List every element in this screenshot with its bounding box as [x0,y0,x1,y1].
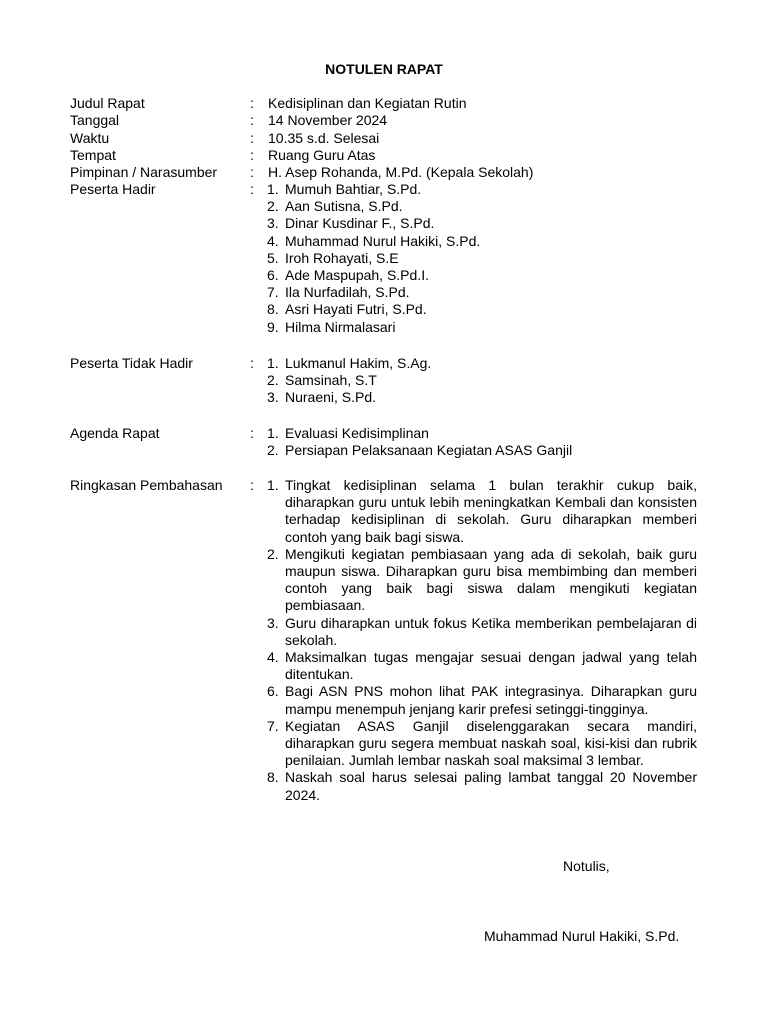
list-item [267,301,480,318]
peserta-tidak-hadir-list [267,355,431,407]
item-number: 9. [267,318,279,335]
item-number: 6. [267,267,279,284]
list-item [267,198,480,215]
field-label: Tanggal [70,112,120,128]
list-item [267,615,697,649]
field-value: 10.35 s.d. Selesai [268,130,380,146]
list-item [267,233,480,250]
item-text: Ila Nurfadilah, S.Pd. [285,284,410,301]
notulis-label: Notulis, [563,858,610,874]
section-label: Agenda Rapat [70,425,160,441]
item-number: 3. [267,614,279,631]
list-item [267,425,572,442]
item-number: 8. [267,769,279,786]
item-number: 3. [267,215,279,232]
field-label: Waktu [70,130,110,146]
item-text: Asri Hayati Futri, S.Pd. [285,301,427,318]
item-text: Kegiatan ASAS Ganjil diselenggarakan secara mandiri, diharapkan guru segera membuat naskah soal, kisi-kisi dan rubrik penilaian. Jumlah lembar naskah soal maksimal 3 lembar. [285,717,697,769]
field-value: 14 November 2024 [268,112,388,128]
list-item [267,769,697,803]
field-label: Tempat [70,147,116,163]
item-number: 3. [267,389,279,406]
item-text: Maksimalkan tugas mengajar sesuai dengan jadwal yang telah ditentukan. [285,649,697,683]
field-label: Pimpinan / Narasumber [70,164,218,180]
list-item [267,284,480,301]
item-number: 4. [267,232,279,249]
item-text: Aan Sutisna, S.Pd. [285,198,403,215]
item-number: 2. [267,198,279,215]
list-item [267,250,480,267]
field-label: Judul Rapat [70,95,145,111]
list-item [267,389,431,406]
colon: : [250,112,254,128]
colon: : [250,181,254,197]
item-number: 4. [267,649,279,666]
item-number: 7. [267,717,279,734]
item-number: 1. [267,355,279,371]
field-value: Kedisiplinan dan Kegiatan Rutin [268,95,467,111]
item-number: 6. [267,683,279,700]
colon: : [250,147,254,163]
item-text: Guru diharapkan untuk fokus Ketika memberikan pembelajaran di sekolah. [285,614,697,648]
list-item [267,546,697,615]
colon: : [250,95,254,111]
colon: : [250,164,254,180]
item-text: Dinar Kusdinar F., S.Pd. [285,215,435,232]
list-item [267,442,572,459]
colon: : [250,130,254,146]
document-title: NOTULEN RAPAT [325,61,443,77]
item-text: Samsinah, S.T [285,372,377,389]
list-item [267,355,431,372]
peserta-hadir-list [267,181,480,336]
item-number: 2. [267,442,279,459]
list-item [267,683,697,717]
colon: : [250,477,254,493]
list-item [267,718,697,770]
section-label: Ringkasan Pembahasan [70,477,223,493]
agenda-list [267,425,572,459]
item-number: 7. [267,284,279,301]
list-item [267,319,480,336]
item-text: Muhammad Nurul Hakiki, S.Pd. [285,232,481,249]
item-number: 1. [267,181,279,197]
colon: : [250,355,254,371]
section-label: Peserta Tidak Hadir [70,355,193,371]
item-number: 8. [267,301,279,318]
item-text: Nuraeni, S.Pd. [285,389,377,406]
section-label: Peserta Hadir [70,181,156,197]
item-text: Tingkat kedisiplinan selama 1 bulan terakhir cukup baik, diharapkan guru untuk lebih meningkatkan Kembali dan konsisten terhadap kedisiplinan di sekolah. Guru diharapkan memberi contoh yang baik bagi siswa. [285,477,697,545]
item-text: Lukmanul Hakim, S.Ag. [285,355,432,371]
list-item [267,477,697,546]
item-text: Iroh Rohayati, S.E [285,249,399,266]
list-item [267,267,480,284]
item-text: Mumuh Bahtiar, S.Pd. [285,181,422,197]
list-item [267,649,697,683]
item-text: Hilma Nirmalasari [285,318,396,335]
field-value: H. Asep Rohanda, M.Pd. (Kepala Sekolah) [268,164,534,180]
list-item [267,215,480,232]
item-number: 2. [267,372,279,389]
item-number: 1. [267,477,279,493]
item-text: Persiapan Pelaksanaan Kegiatan ASAS Ganjil [285,442,573,459]
field-value: Ruang Guru Atas [268,147,376,163]
item-number: 5. [267,249,279,266]
item-number: 2. [267,545,279,562]
item-text: Evaluasi Kedisimplinan [285,425,429,441]
item-number: 1. [267,425,279,441]
item-text: Mengikuti kegiatan pembiasaan yang ada di sekolah, baik guru maupun siswa. Diharapkan guru bisa membimbing dan memberi contoh yang baik bagi siswa dalam mengikuti kegiatan pembiasaan. [285,545,697,614]
notulis-name: Muhammad Nurul Hakiki, S.Pd. [484,928,680,944]
item-text: Ade Maspupah, S.Pd.I. [285,267,429,284]
colon: : [250,425,254,441]
item-text: Bagi ASN PNS mohon lihat PAK integrasinya. Diharapkan guru mampu menempuh jenjang karir prefesi setinggi-tingginya. [285,683,697,717]
list-item [267,372,431,389]
item-text: Naskah soal harus selesai paling lambat tanggal 20 November 2024. [285,769,697,803]
list-item [267,181,480,198]
ringkasan-list [267,477,697,804]
